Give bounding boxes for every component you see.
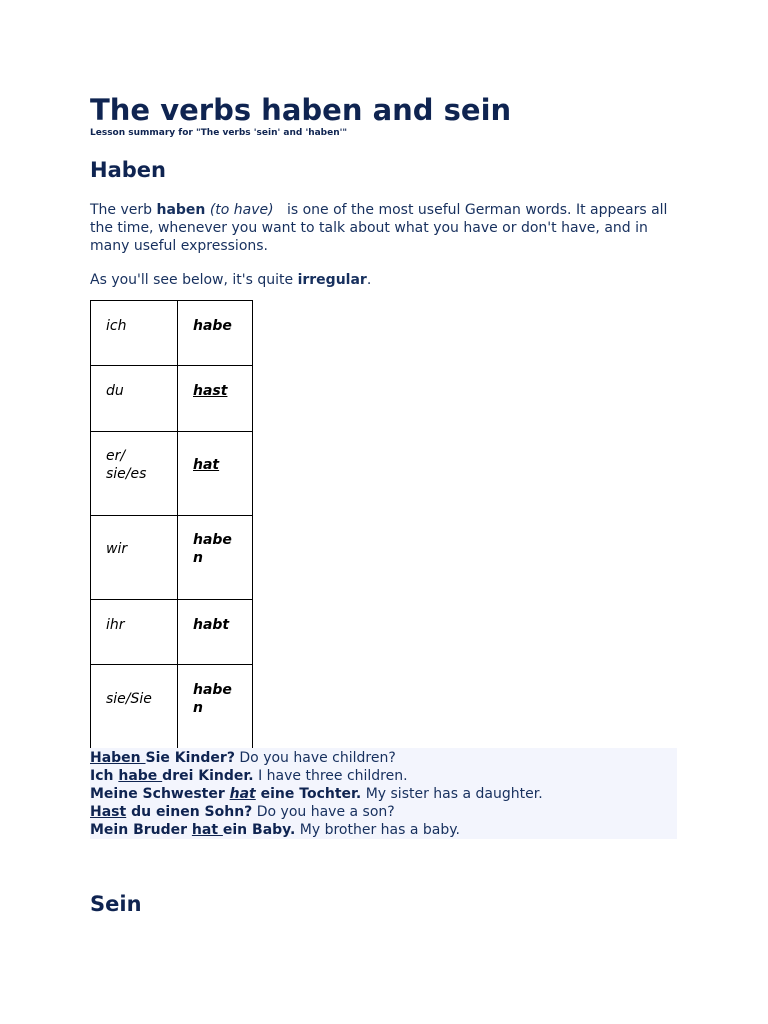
example-verb: hat: [191, 822, 223, 838]
irregular-text-2: .: [366, 272, 372, 288]
intro-italic-to-have: (to have): [209, 202, 274, 218]
pronoun-cell: sie/Sie: [91, 665, 178, 749]
verb-form-cell: [178, 366, 253, 432]
pronoun-cell: er/ sie/es: [91, 432, 178, 516]
pronoun-cell: ich: [91, 301, 178, 366]
example-german: Sie Kinder?: [145, 750, 235, 766]
table-row: [91, 600, 253, 665]
example-verb: Hast: [90, 804, 127, 820]
example-german: eine Tochter.: [255, 786, 362, 802]
example-line: [90, 785, 677, 803]
example-english: My sister has a daughter.: [361, 786, 543, 802]
example-german: du einen Sohn?: [126, 804, 253, 820]
example-verb: Haben: [90, 750, 146, 766]
intro-text-2: is one of the most useful German words. It appears all the time, whenever you want to talk about what you have or don't have, and in many useful expressions.: [90, 202, 672, 254]
page-subtitle: Lesson summary for "The verbs 'sein' and 'haben'": [90, 128, 348, 138]
sein-heading: Sein: [90, 892, 142, 916]
example-english: Do you have a son?: [252, 804, 395, 820]
example-line: [90, 803, 677, 821]
example-english: Do you have children?: [234, 750, 396, 766]
example-sentences-box: [90, 748, 677, 839]
haben-intro-paragraph: [90, 201, 685, 255]
verb-form-cell: haben: [178, 665, 253, 749]
pronoun-cell: ihr: [91, 600, 178, 665]
example-line: [90, 821, 677, 839]
example-german: drei Kinder.: [162, 768, 254, 784]
table-row: [91, 366, 253, 432]
verb-form-cell: haben: [178, 516, 253, 600]
example-german: Mein Bruder: [90, 822, 192, 838]
table-row: [91, 432, 253, 516]
irregular-paragraph: [90, 271, 685, 289]
haben-conjugation-table: [90, 300, 253, 749]
intro-text-1: The verb: [90, 202, 157, 218]
verb-form-cell: habe: [178, 301, 253, 366]
example-english: I have three children.: [253, 768, 408, 784]
example-line: [90, 749, 677, 767]
example-german: Ich: [90, 768, 119, 784]
table-row: [91, 665, 253, 749]
table-row: [91, 516, 253, 600]
verb-form-text: hat: [193, 457, 220, 473]
example-verb: hat: [229, 786, 256, 802]
pronoun-cell: wir: [91, 516, 178, 600]
verb-form-cell: [178, 432, 253, 516]
verb-form-cell: habt: [178, 600, 253, 665]
example-german: Meine Schwester: [90, 786, 230, 802]
intro-bold-haben: haben: [156, 202, 206, 218]
irregular-bold: irregular: [297, 272, 367, 288]
page-title: The verbs haben and sein: [90, 93, 512, 127]
table-row: [91, 301, 253, 366]
example-verb: habe: [118, 768, 163, 784]
example-german: ein Baby.: [222, 822, 296, 838]
irregular-text-1: As you'll see below, it's quite: [90, 272, 298, 288]
example-english: My brother has a baby.: [295, 822, 460, 838]
pronoun-cell: du: [91, 366, 178, 432]
verb-form-text: hast: [193, 383, 228, 399]
haben-heading: Haben: [90, 158, 166, 182]
example-line: [90, 767, 677, 785]
